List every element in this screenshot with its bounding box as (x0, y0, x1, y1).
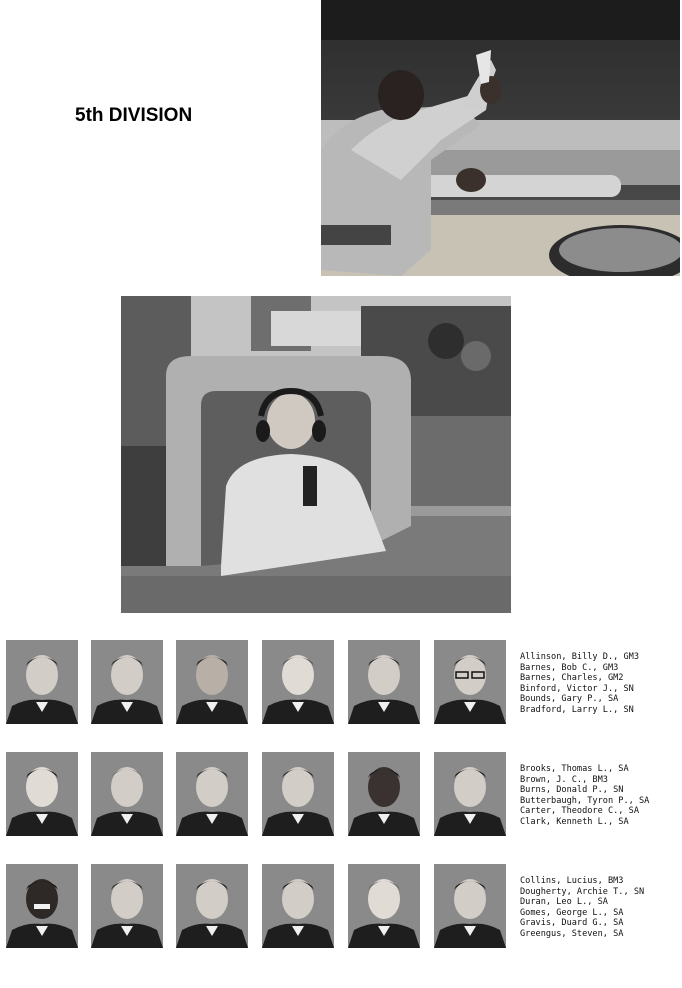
roster-name: Bounds, Gary P., SA (520, 694, 619, 705)
roster-name: Barnes, Bob C., GM3 (520, 662, 619, 673)
portrait (262, 864, 334, 948)
roster-name: Duran, Leo L., SA (520, 897, 608, 908)
roster-name: Binford, Victor J., SN (520, 683, 634, 694)
portrait (434, 864, 506, 948)
roster-names-2 (520, 764, 649, 828)
roster-name: Dougherty, Archie T., SN (520, 886, 645, 897)
roster-name: Bradford, Larry L., SN (520, 704, 634, 715)
portrait (91, 864, 163, 948)
portrait (6, 640, 78, 724)
portrait (434, 752, 506, 836)
portrait (6, 752, 78, 836)
division-heading: 5th DIVISION (75, 105, 193, 126)
portrait (176, 640, 248, 724)
roster-name: Collins, Lucius, BM3 (520, 876, 624, 886)
portrait (348, 752, 420, 836)
roster-name: Carter, Theodore C., SA (520, 806, 639, 817)
portrait (348, 640, 420, 724)
roster-name: Allinson, Billy D., GM3 (520, 652, 639, 662)
roster-name: Clark, Kenneth L., SA (520, 816, 629, 827)
portrait (348, 864, 420, 948)
portrait (176, 752, 248, 836)
roster-name: Gravis, Duard G., SA (520, 918, 624, 929)
portrait (6, 864, 78, 948)
portrait (434, 640, 506, 724)
roster-name: Greengus, Steven, SA (520, 928, 624, 939)
roster-name: Gomes, George L., SA (520, 907, 624, 918)
roster-name: Barnes, Charles, GM2 (520, 673, 624, 684)
portrait (262, 752, 334, 836)
portrait (176, 864, 248, 948)
painting-photo (321, 0, 680, 276)
portrait (91, 752, 163, 836)
roster-name: Brown, J. C., BM3 (520, 774, 608, 785)
roster-name: Burns, Donald P., SN (520, 785, 624, 796)
roster-names-3 (520, 876, 644, 940)
portrait (262, 640, 334, 724)
phone-talker-photo (121, 296, 511, 613)
portrait (91, 640, 163, 724)
roster-name: Brooks, Thomas L., SA (520, 764, 629, 774)
roster-name: Butterbaugh, Tyron P., SA (520, 795, 650, 806)
roster-names-1 (520, 652, 639, 716)
